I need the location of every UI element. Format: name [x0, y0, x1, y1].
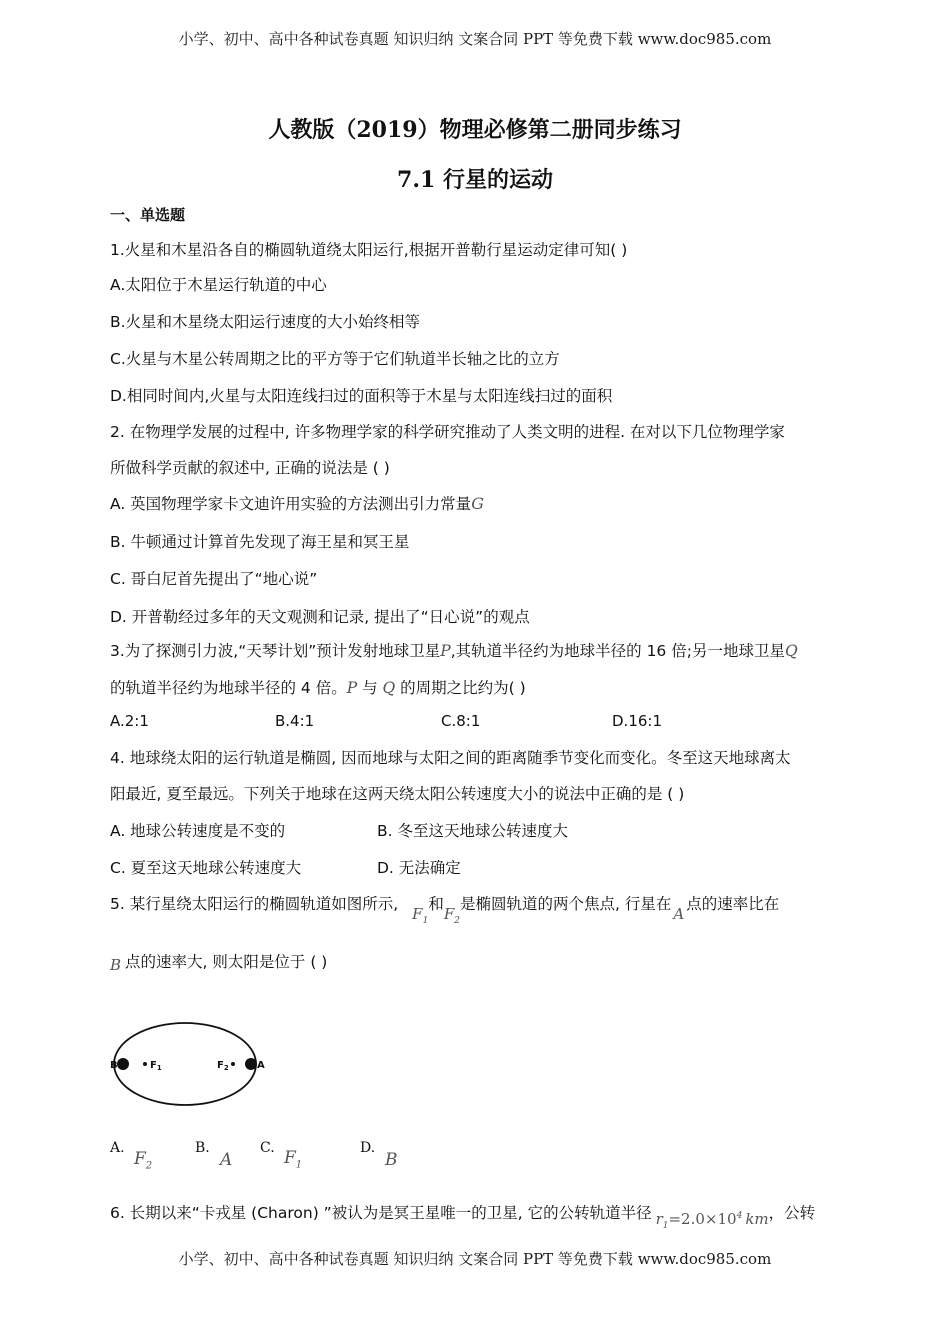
q3-text-2b: 与 [357, 679, 383, 697]
fig-label-b: B [110, 1060, 118, 1071]
page-footer: 小学、初中、高中各种试卷真题 知识归纳 文案合同 PPT 等免费下载 www.doc985.com [178, 1250, 772, 1268]
q5-text-1d: 点的速率比在 [686, 895, 780, 913]
q6-text-1a: 6. 长期以来“卡戎星 (Charon) ”被认为是冥王星唯一的卫星, 它的公转轨道半径 [110, 1204, 652, 1222]
focus-dot-f1 [143, 1062, 147, 1066]
point-b: B [110, 956, 122, 974]
q2-stem-line2: 所做科学贡献的叙述中, 正确的说法是 ( ) [110, 459, 390, 477]
q5-text-2: 点的速率大, 则太阳是位于 ( ) [125, 953, 328, 971]
q6-stem-line1 [110, 1201, 816, 1231]
q2-option-a-text: A. 英国物理学家卡文迪许用实验的方法测出引力常量 [110, 495, 472, 513]
q5-stem-line2 [110, 950, 327, 972]
q2-option-d: D. 开普勒经过多年的天文观测和记录, 提出了“日心说”的观点 [110, 608, 530, 626]
fig-label-a: A [257, 1060, 265, 1071]
q4-option-d: D. 无法确定 [377, 859, 461, 877]
fig-label-f1: $F_1$ [150, 1060, 162, 1072]
q1-option-d: D.相同时间内,火星与太阳连线扫过的面积等于木星与太阳连线扫过的面积 [110, 387, 613, 405]
orbit-radius-formula: $r_1=2.0\times 10^4$ km [655, 1210, 769, 1231]
doc-subtitle: 7.1 行星的运动 [397, 167, 553, 193]
q3-text-2c: 的周期之比约为( ) [395, 679, 526, 697]
q4-option-c: C. 夏至这天地球公转速度大 [110, 859, 302, 877]
planet-at-b [117, 1058, 129, 1070]
q5-option-c-value: $F_1$ [284, 1148, 303, 1171]
q1-stem: 1.火星和木星沿各自的椭圆轨道绕太阳运行,根据开普勒行星运动定律可知( ) [110, 241, 628, 259]
q1-option-a: A.太阳位于木星运行轨道的中心 [110, 276, 327, 294]
point-a: A [673, 905, 685, 923]
q4-stem-line2: 阳最近, 夏至最远。下列关于地球在这两天绕太阳公转速度大小的说法中正确的是 ( ) [110, 785, 685, 803]
focus-f1: $F_1$ [412, 905, 429, 926]
focus-f2: $F_2$ [443, 905, 460, 926]
q5-option-d-label: D. [360, 1140, 376, 1156]
satellite-p: P [440, 642, 451, 660]
q2-option-b: B. 牛顿通过计算首先发现了海王星和冥王星 [110, 533, 410, 551]
q3-option-d: D.16:1 [612, 712, 663, 730]
fig-label-f2: $F_2$ [217, 1060, 229, 1072]
q5-stem-line1 [110, 892, 780, 926]
q5-option-d-value: B [385, 1150, 398, 1170]
q3-stem-line1 [110, 639, 798, 661]
q1-option-c: C.火星与木星公转周期之比的平方等于它们轨道半长轴之比的立方 [110, 350, 560, 368]
q5-option-c-label: C. [260, 1140, 275, 1156]
q4-option-b: B. 冬至这天地球公转速度大 [377, 822, 568, 840]
q4-stem-line1: 4. 地球绕太阳的运行轨道是椭圆, 因而地球与太阳之间的距离随季节变化而变化。冬至这天地球离太 [110, 749, 791, 767]
satellite-q-2: Q [382, 679, 396, 697]
q5-option-b-label: B. [195, 1140, 210, 1156]
q3-text-2a: 的轨道半径约为地球半径的 4 倍。 [110, 679, 347, 697]
q2-option-a [110, 492, 484, 514]
satellite-q: Q [784, 642, 798, 660]
gravitational-constant: G [471, 494, 484, 513]
planet-at-a [245, 1058, 257, 1070]
q3-option-b: B.4:1 [275, 712, 315, 730]
q6-text-1b: ，公转 [768, 1204, 816, 1222]
q4-option-a: A. 地球公转速度是不变的 [110, 822, 286, 840]
q3-text-1b: ,其轨道半径约为地球半径的 16 倍;另一地球卫星 [450, 642, 785, 660]
q3-option-a: A.2:1 [110, 712, 149, 730]
q3-option-c: C.8:1 [441, 712, 481, 730]
focus-dot-f2 [231, 1062, 235, 1066]
q3-text-1a: 3.为了探测引力波,“天琴计划”预计发射地球卫星 [110, 642, 441, 660]
q5-option-b-value: A [220, 1150, 233, 1170]
q2-stem-line1: 2. 在物理学发展的过程中, 许多物理学家的科学研究推动了人类文明的进程. 在对以下几位物理学家 [110, 423, 785, 441]
q1-option-b: B.火星和木星绕太阳运行速度的大小始终相等 [110, 313, 421, 331]
q2-option-c: C. 哥白尼首先提出了“地心说” [110, 570, 318, 588]
doc-title: 人教版（2019）物理必修第二册同步练习 [268, 117, 682, 143]
satellite-p-2: P [346, 679, 358, 697]
section-heading: 一、单选题 [110, 206, 186, 224]
q5-text-1a: 5. 某行星绕太阳运行的椭圆轨道如图所示, [110, 895, 399, 913]
q5-text-1b: 和 [428, 895, 444, 913]
q5-option-a-value: $F_2$ [134, 1149, 153, 1172]
orbit-diagram [105, 1018, 275, 1113]
page-header: 小学、初中、高中各种试卷真题 知识归纳 文案合同 PPT 等免费下载 www.doc985.com [178, 30, 772, 48]
q5-option-a-label: A. [110, 1140, 125, 1156]
q3-stem-line2 [110, 676, 526, 698]
q5-text-1c: 是椭圆轨道的两个焦点, 行星在 [459, 895, 672, 913]
